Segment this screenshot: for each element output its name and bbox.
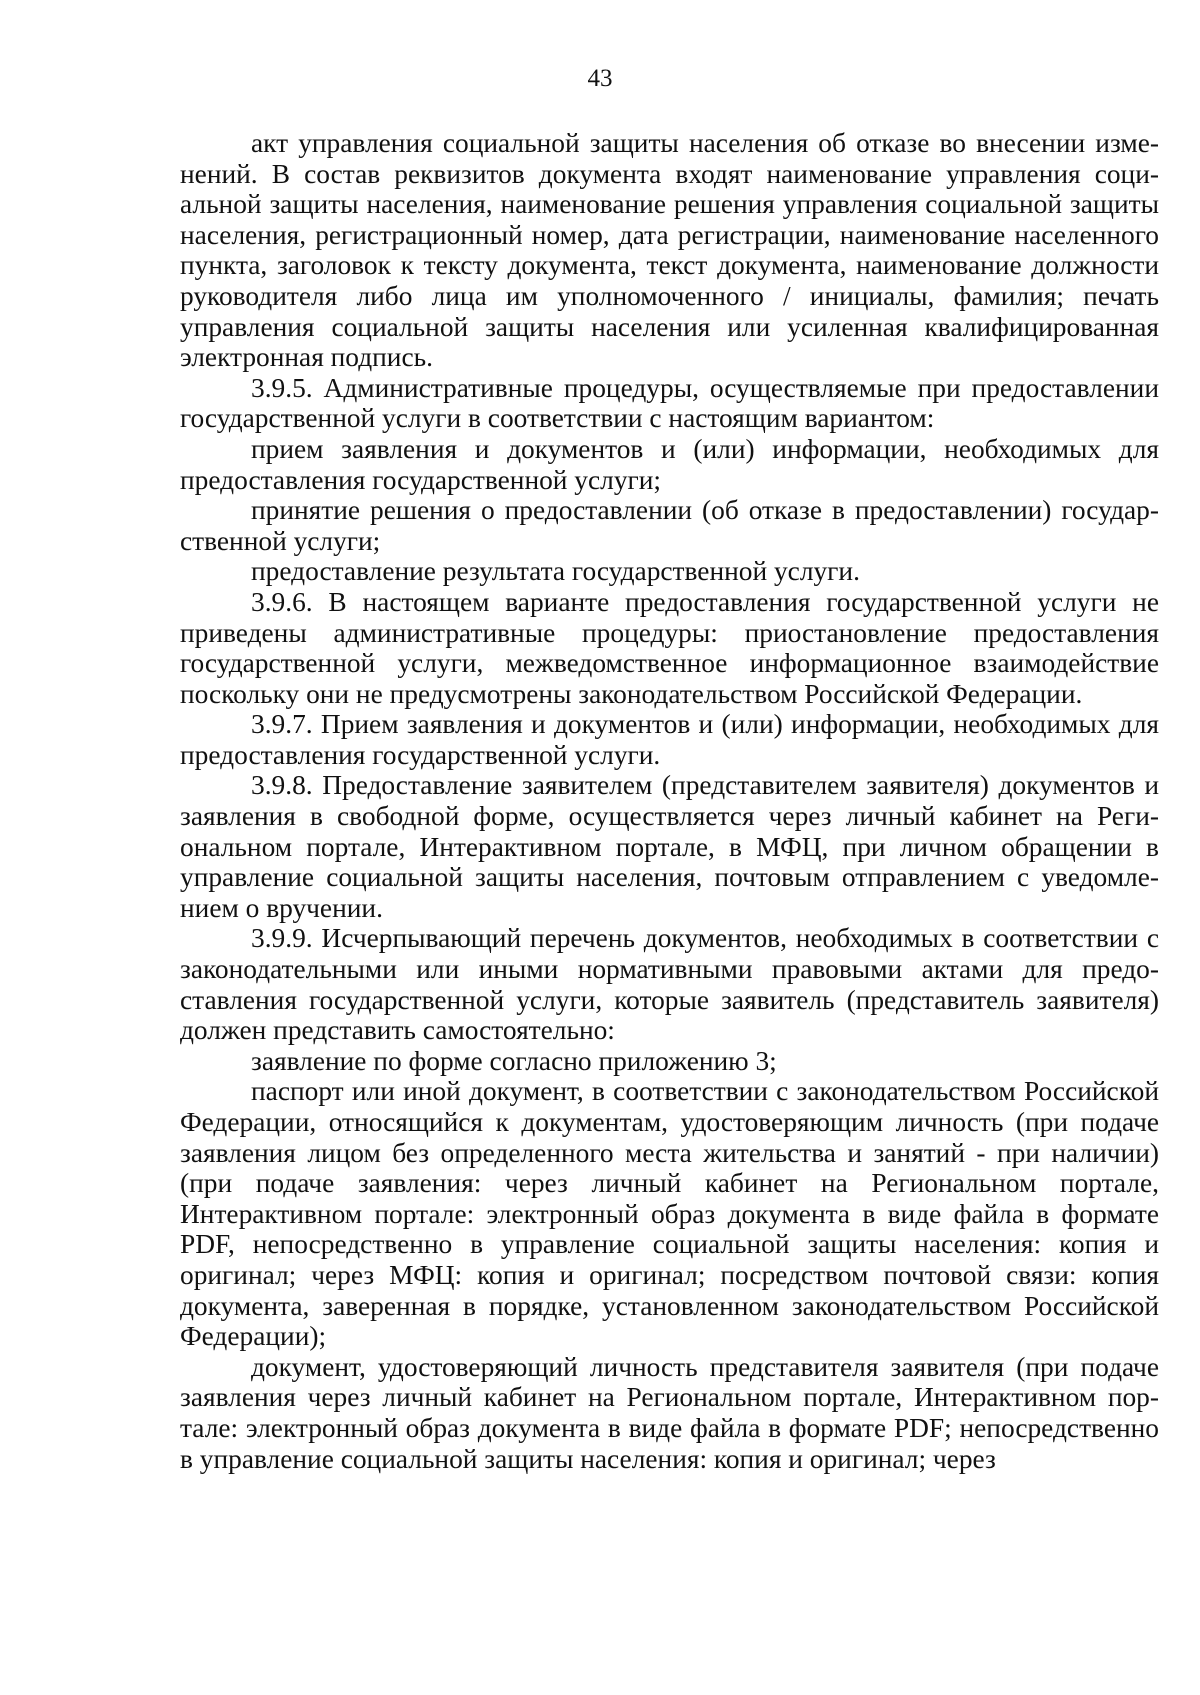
paragraph: заявление по форме согласно приложению 3; bbox=[251, 1045, 777, 1076]
paragraph: 3.9.5. Административные процедуры, осуществляемые при предоставлении государственной услуги в соответствии с настоящим вариантом: bbox=[180, 372, 1159, 434]
document-body bbox=[180, 128, 1159, 1474]
paragraph: документ, удостоверяющий личность представителя заявителя (при подаче заявления через личный кабинет на Региональном портале, Интерактивном портале: электронный образ документа в виде файла в формате PDF; непосредственно в управление социальной защиты населения: копия и оригинал; через bbox=[180, 1351, 1159, 1474]
paragraph: прием заявления и документов и (или) информации, необходимых для предоставления государственной услуги; bbox=[180, 433, 1159, 495]
page-number: 43 bbox=[587, 65, 613, 92]
paragraph: 3.9.6. В настоящем варианте предоставления государственной услуги не приведены административные процедуры: приостановление предоставления государственной услуги, межведомственное информационное взаимодействие поскольку они не предусмотрены законодательством Российской Федерации. bbox=[180, 586, 1159, 709]
paragraph: предоставление результата государственной услуги. bbox=[251, 556, 860, 587]
paragraph: 3.9.8. Предоставление заявителем (представителем заявителя) документов и заявления в свободной форме, осуществляется через личный кабинет на Региональном портале, Интерактивном портале, в МФЦ, при личном обращении в управление социальной защиты населения, почтовым отправлением с уведомлением о вручении. bbox=[180, 770, 1159, 923]
paragraph: 3.9.7. Прием заявления и документов и (или) информации, необходимых для предоставления государственной услуги. bbox=[180, 709, 1159, 770]
paragraph: акт управления социальной защиты населения об отказе во внесении изменений. В состав реквизитов документа входят наименование управления социальной защиты населения, наименование решения управления социальной защиты населения, регистрационный номер, дата регистрации, наименование населенного пункта, заголовок к тексту документа, текст документа, наименование должности руководителя либо лица им уполномоченного / инициалы, фамилия; печать управления социальной защиты населения или усиленная квалифицированная электронная подпись. bbox=[180, 128, 1159, 373]
paragraph: паспорт или иной документ, в соответствии с законодательством Российской Федерации, относящийся к документам, удостоверяющим личность (при подаче заявления лицом без определенного места жительства и занятий - при наличии) (при подаче заявления: через личный кабинет на Региональном портале, Интерактивном портале: электронный образ документа в виде файла в формате PDF, непосредственно в управление социальной защиты населения: копия и оригинал; через МФЦ: копия и оригинал; посредством почтовой связи: копия документа, заверенная в порядке, установленном законодательством Российской Федерации); bbox=[180, 1076, 1159, 1352]
paragraph: принятие решения о предоставлении (об отказе в предоставлении) государственной услуги; bbox=[180, 495, 1159, 556]
paragraph: 3.9.9. Исчерпывающий перечень документов, необходимых в соответствии с законодательными или иными нормативными правовыми актами для предоставления государственной услуги, которые заявитель (представитель заявителя) должен представить самостоятельно: bbox=[180, 923, 1159, 1046]
